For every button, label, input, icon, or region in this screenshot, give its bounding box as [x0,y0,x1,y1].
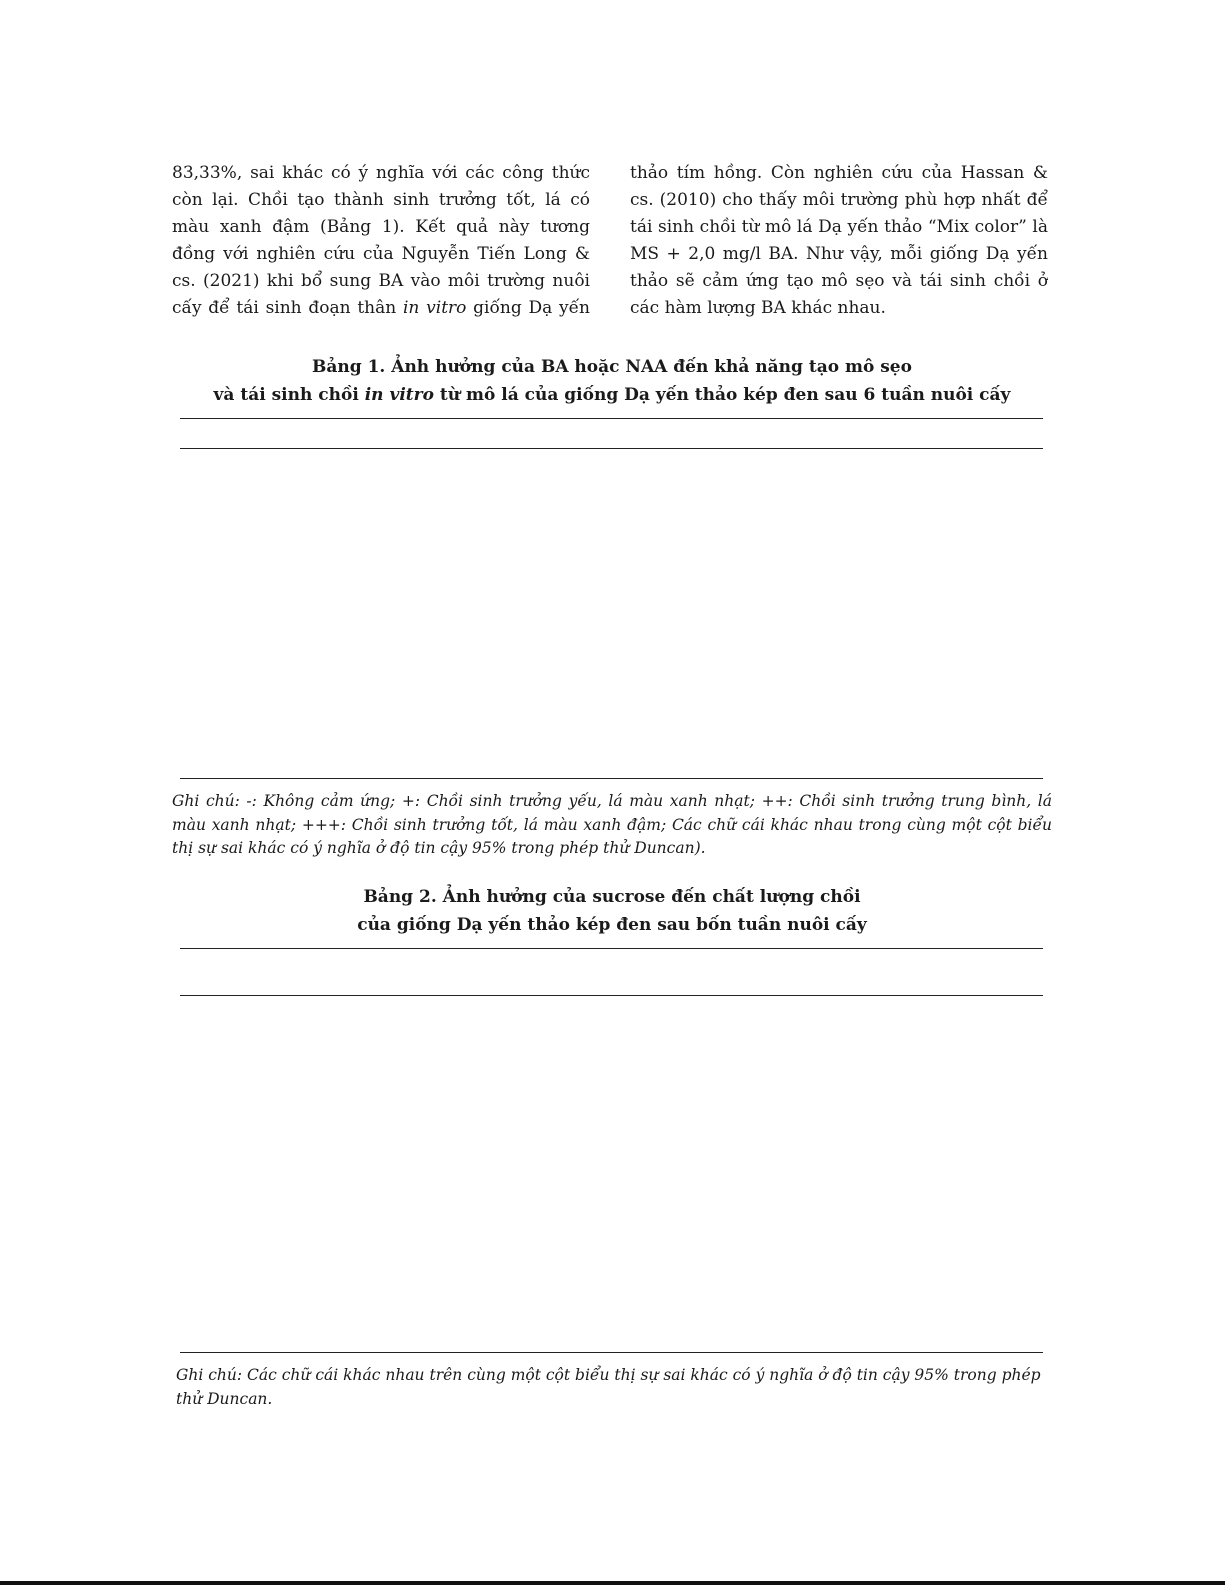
left-text-column [172,160,590,322]
paragraph-line: thảo tím hồng. Còn nghiên cứu của Hassan & [630,163,1048,183]
caption-run: từ mô lá của giống Dạ yến thảo kép đen sau 6 tuần nuôi cấy [439,385,1011,405]
table2-top-rule [180,948,1043,949]
note-line: thử Duncan. [176,1389,273,1408]
table1-bottom-rule [180,778,1043,779]
note-line: Ghi chú: Các chữ cái khác nhau trên cùng một cột biểu thị sự sai khác có ý nghĩa ở độ tin cậy 95% trong phép [176,1366,1041,1384]
paragraph-line: tái sinh chồi từ mô lá Dạ yến thảo “Mix color” là [630,217,1048,237]
note-line: màu xanh nhạt; +++: Chồi sinh trưởng tốt, lá màu xanh đậm; Các chữ cái khác nhau trong cùng một cột biểu [172,815,1052,834]
note-line: thị sự sai khác có ý nghĩa ở độ tin cậy 95% trong phép thử Duncan). [172,839,706,857]
paragraph-line: còn lại. Chồi tạo thành sinh trưởng tốt, lá có [172,190,590,210]
table2-caption-line2: của giống Dạ yến thảo kép đen sau bốn tuần nuôi cấy [357,915,867,935]
paragraph-line: màu xanh đậm (Bảng 1). Kết quả này tương [172,217,590,237]
table1-top-rule [180,418,1043,419]
table2-caption [172,883,1052,939]
caption-italic-term: in vitro [364,385,434,405]
paragraph-line: các hàm lượng BA khác nhau. [630,298,886,318]
table2-header-rule [180,995,1043,996]
paragraph-line: 83,33%, sai khác có ý nghĩa với các công thức [172,163,590,183]
table2-caption-line1: Bảng 2. Ảnh hưởng của sucrose đến chất lượng chồi [363,887,861,907]
caption-run: và tái sinh chồi [213,385,359,405]
text-run: cấy để tái sinh đoạn thân [172,298,397,318]
table1-caption-line1: Bảng 1. Ảnh hưởng của BA hoặc NAA đến khả năng tạo mô sẹo [312,357,912,377]
table1-caption-line2 [172,381,1052,409]
paragraph-line: thảo sẽ cảm ứng tạo mô sẹo và tái sinh chồi ở [630,271,1048,291]
paragraph-line: đồng với nghiên cứu của Nguyễn Tiến Long & [172,244,590,264]
right-text-column [630,160,1048,322]
table2-bottom-rule [180,1352,1043,1353]
paragraph-line: MS + 2,0 mg/l BA. Như vậy, mỗi giống Dạ yến [630,244,1048,264]
table1-caption [172,353,1052,409]
paragraph-line: cs. (2010) cho thấy môi trường phù hợp nhất để [630,190,1048,210]
italic-term: in vitro [403,298,467,318]
table1-header-rule [180,448,1043,449]
paragraph-line: cs. (2021) khi bổ sung BA vào môi trường nuôi [172,271,590,291]
table2-note [176,1364,1041,1411]
note-line: Ghi chú: -: Không cảm ứng; +: Chồi sinh trưởng yếu, lá màu xanh nhạt; ++: Chồi sinh trưởng trung bình, lá [172,792,1052,810]
page-bottom-edge [0,1581,1225,1585]
paragraph-line-mixed [172,295,590,322]
table1-note [172,790,1052,861]
text-run: giống Dạ yến [473,298,590,318]
